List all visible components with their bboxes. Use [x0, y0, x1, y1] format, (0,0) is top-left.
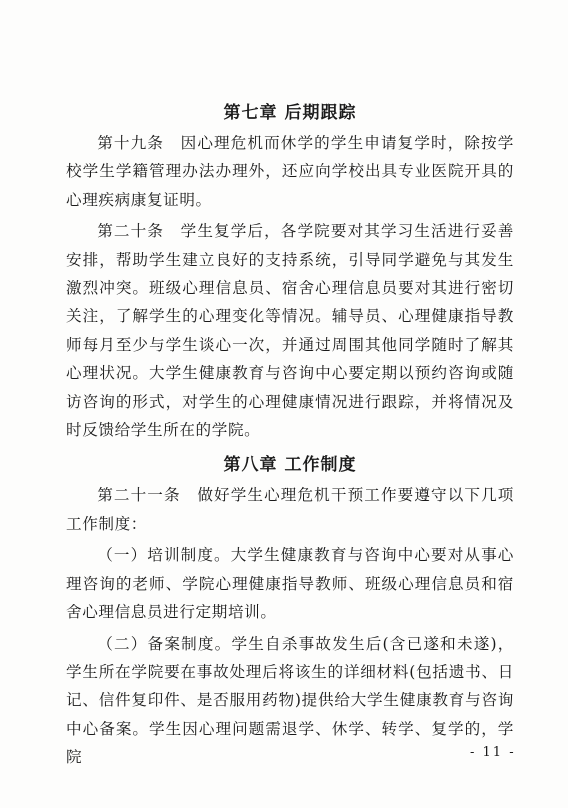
article-20-paragraph: 第二十条 学生复学后，各学院要对其学习生活进行妥善安排，帮助学生建立良好的支持系统，引导同学避免与其发生激烈冲突。班级心理信息员、宿舍心理信息员要对其进行密切关注，了解学生的心理变化等情况。辅导员、心理健康指导教师每月至少与学生谈心一次，并通过周围其他同学随时了解其心理状况。大学生健康教育与咨询中心要定期以预约咨询或随访咨询的形式，对学生的心理健康情况进行跟踪，并将情况及时反馈给学生所在的学院。: [66, 222, 514, 440]
chapter-8-heading: 第八章 工作制度: [223, 455, 357, 476]
training-system-paragraph: （一）培训制度。大学生健康教育与咨询中心要对从事心理咨询的老师、学院心理健康指导教师、班级心理信息员和宿舍心理信息员进行定期培训。: [66, 546, 514, 622]
article-21-paragraph: 第二十一条 做好学生心理危机干预工作要遵守以下几项工作制度：: [66, 486, 514, 533]
filing-system-paragraph: （二）备案制度。学生自杀事故发生后(含已遂和未遂)，学生所在学院要在事故处理后将该生的详细材料(包括遗书、日记、信件复印件、是否服用药物)提供给大学生健康教育与咨询中心备案。学生因心理问题需退学、休学、转学、复学的，学院: [66, 634, 514, 767]
chapter-7-heading: 第七章 后期跟踪: [223, 103, 357, 123]
article-19-paragraph: 第十九条 因心理危机而休学的学生申请复学时，除按学校学生学籍管理办法办理外，还应向学校出具专业医院开具的心理疾病康复证明。: [66, 134, 514, 209]
page-number: - 11 -: [470, 745, 516, 760]
page-content: [66, 98, 514, 775]
